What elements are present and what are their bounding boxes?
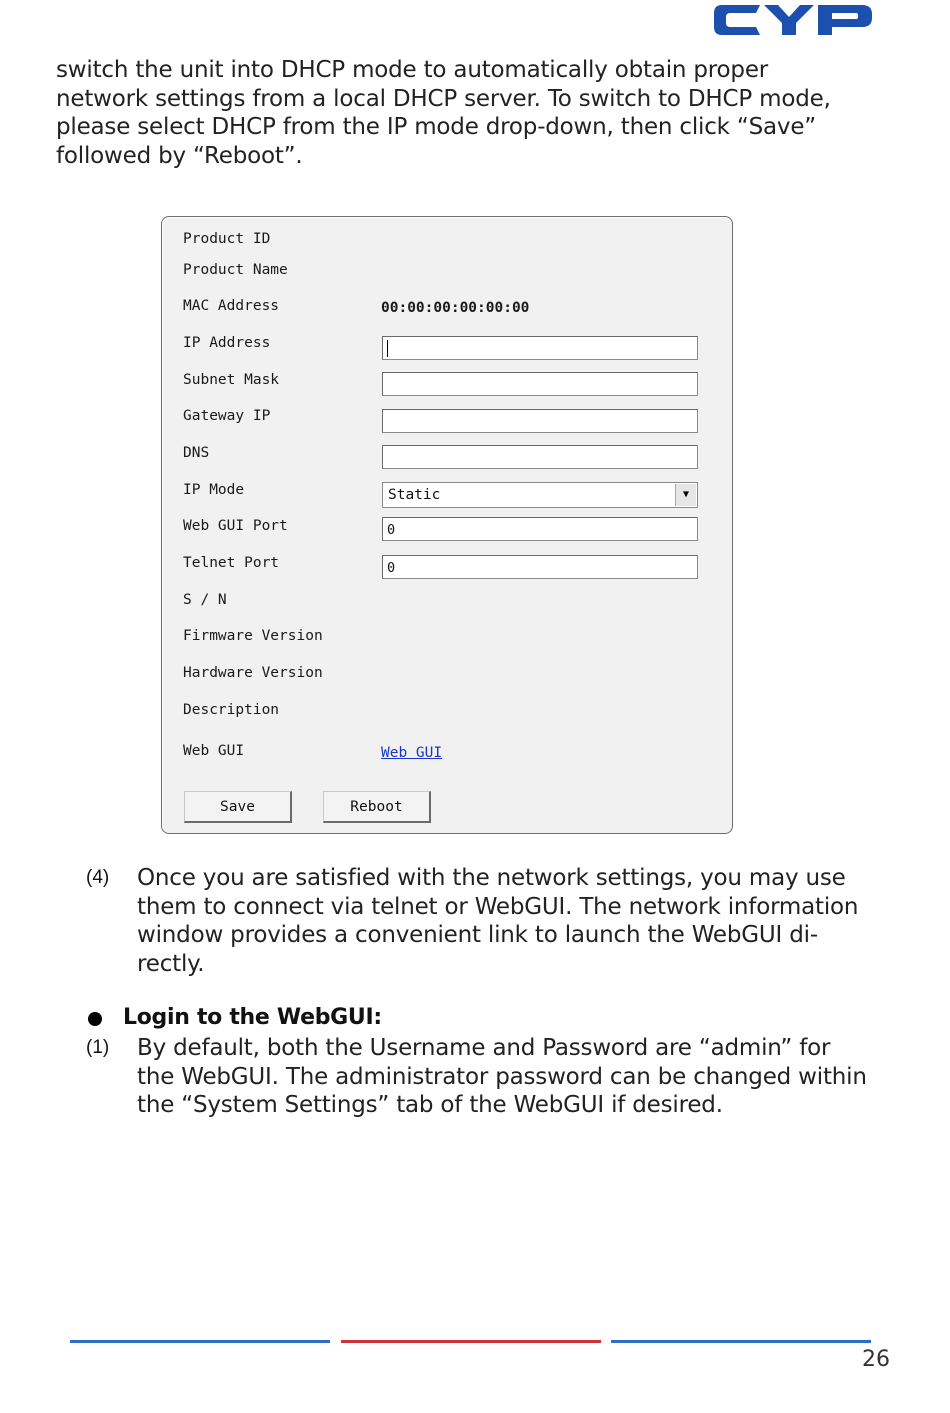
product-id-label: Product ID bbox=[183, 231, 271, 247]
dns-input[interactable] bbox=[382, 445, 698, 469]
page-number: 26 bbox=[862, 1347, 890, 1372]
mac-address-label: MAC Address bbox=[183, 298, 280, 314]
step-1-line: By default, both the Username and Password are “admin” for bbox=[137, 1035, 831, 1061]
step-4-text bbox=[137, 864, 897, 978]
hardware-version-label: Hardware Version bbox=[183, 665, 323, 681]
intro-paragraph bbox=[56, 56, 886, 170]
login-heading: Login to the WebGUI: bbox=[123, 1005, 382, 1030]
web-gui-label: Web GUI bbox=[183, 743, 245, 759]
network-settings-panel bbox=[161, 216, 733, 834]
step-1-number: (1) bbox=[86, 1037, 110, 1058]
step-1-text bbox=[137, 1034, 897, 1120]
web-gui-port-input[interactable] bbox=[382, 517, 698, 541]
telnet-port-value: 0 bbox=[387, 560, 396, 576]
web-gui-port-value: 0 bbox=[387, 522, 396, 538]
step-1-line: the WebGUI. The administrator password can be changed within bbox=[137, 1063, 867, 1090]
web-gui-link[interactable]: Web GUI bbox=[381, 745, 443, 761]
ip-mode-select[interactable] bbox=[382, 482, 698, 508]
step-4-line: rectly. bbox=[137, 950, 205, 977]
reboot-button[interactable]: Reboot bbox=[323, 791, 431, 823]
telnet-port-input[interactable] bbox=[382, 555, 698, 579]
ip-mode-label: IP Mode bbox=[183, 482, 245, 498]
gateway-ip-input[interactable] bbox=[382, 409, 698, 433]
step-4-number: (4) bbox=[86, 867, 110, 888]
ip-address-label: IP Address bbox=[183, 335, 271, 351]
intro-line: followed by “Reboot”. bbox=[56, 142, 303, 169]
footer-rule-center bbox=[341, 1340, 601, 1343]
web-gui-port-label: Web GUI Port bbox=[183, 518, 288, 534]
save-button[interactable]: Save bbox=[184, 791, 292, 823]
mac-address-value: 00:00:00:00:00:00 bbox=[381, 300, 530, 316]
description-label: Description bbox=[183, 702, 280, 718]
intro-line: network settings from a local DHCP server. To switch to DHCP mode, bbox=[56, 85, 831, 112]
product-name-label: Product Name bbox=[183, 262, 288, 278]
ip-mode-value: Static bbox=[388, 487, 441, 503]
firmware-version-label: Firmware Version bbox=[183, 628, 323, 644]
step-4-line: Once you are satisfied with the network settings, you may use bbox=[137, 865, 846, 891]
step-4-line: them to connect via telnet or WebGUI. The network information bbox=[137, 893, 859, 920]
bullet-icon bbox=[88, 1012, 102, 1026]
telnet-port-label: Telnet Port bbox=[183, 555, 280, 571]
cyp-logo bbox=[712, 2, 874, 38]
subnet-mask-input[interactable] bbox=[382, 372, 698, 396]
step-1-line: the “System Settings” tab of the WebGUI if desired. bbox=[137, 1092, 723, 1118]
sn-label: S / N bbox=[183, 592, 227, 608]
step-4-line: window provides a convenient link to launch the WebGUI di- bbox=[137, 922, 818, 948]
subnet-mask-label: Subnet Mask bbox=[183, 372, 280, 388]
footer-rule-left bbox=[70, 1340, 330, 1343]
text-caret bbox=[387, 340, 388, 357]
ip-address-input[interactable] bbox=[382, 336, 698, 360]
dns-label: DNS bbox=[183, 445, 210, 461]
intro-line: switch the unit into DHCP mode to automatically obtain proper bbox=[56, 57, 769, 83]
gateway-ip-label: Gateway IP bbox=[183, 408, 271, 424]
footer-rule-right bbox=[611, 1340, 871, 1343]
intro-line: please select DHCP from the IP mode drop-down, then click “Save” bbox=[56, 114, 816, 140]
chevron-down-icon[interactable]: ▼ bbox=[675, 484, 696, 506]
